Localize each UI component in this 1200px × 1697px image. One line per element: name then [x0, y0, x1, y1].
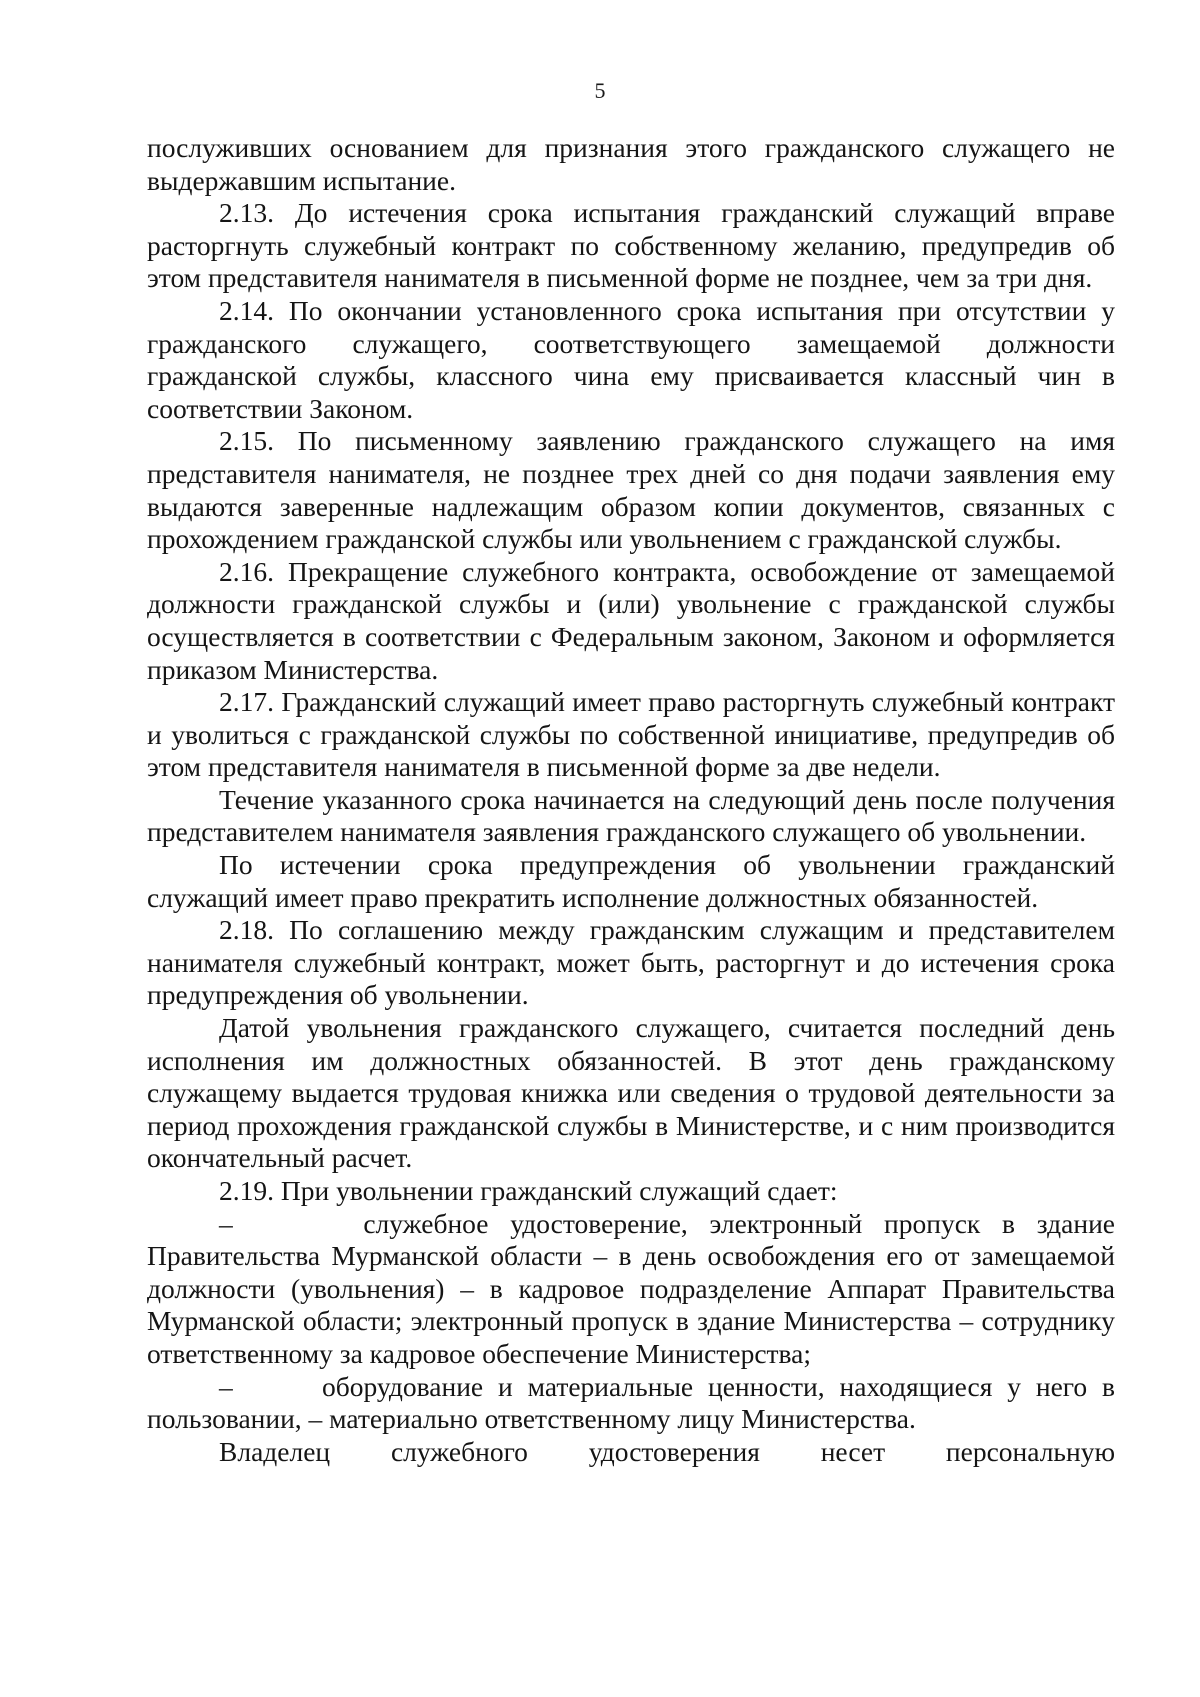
paragraph-2-19: 2.19. При увольнении гражданский служащий сдает: — [219, 1175, 838, 1206]
page-number: 5 — [594, 78, 606, 103]
paragraph-2-15: 2.15. По письменному заявлению гражданского служащего на имя представителя нанимателя, не позднее трех дней со дня подачи заявления ему выдаются заверенные надлежащим образом копии документов, связанных с прохождением гражданской службы или увольнением с гражданской службы. — [147, 425, 1115, 555]
paragraph-id-card-owner: Владелец служебного удостоверения несет персональную — [219, 1435, 1115, 1467]
paragraph-2-18: 2.18. По соглашению между гражданским служащим и представителем нанимателя служебный контракт, может быть, расторгнут и до истечения срока предупреждения об увольнении. — [147, 914, 1115, 1011]
paragraph-2-16: 2.16. Прекращение служебного контракта, освобождение от замещаемой должности гражданской службы и (или) увольнение с гражданской службы осуществляется в соответствии с Федеральным законом, Законом и оформляется приказом Министерства. — [147, 555, 1115, 685]
paragraph-2-14: 2.14. По окончании установленного срока испытания при отсутствии у гражданского служащего, соответствующего замещаемой должности гражданской службы, классного чина ему присваивается классный чин в соответствии Законом. — [147, 294, 1115, 424]
document-body — [147, 132, 1115, 1468]
list-item-id-card: – служебное удостоверение, электронный пропуск в здание Правительства Мурманской области – в день освобождения его от замещаемой должности (увольнения) – в кадровое подразделение Аппарат Правительства Мурманской области; электронный пропуск в здание Министерства – сотруднику ответственному за кадровое обеспечение Министерства; — [147, 1207, 1115, 1369]
paragraph-dismissal-date: Датой увольнения гражданского служащего, считается последний день исполнения им должностных обязанностей. В этот день гражданскому служащему выдается трудовая книжка или сведения о трудовой деятельности за период прохождения гражданской службы в Министерстве, и с ним производится окончательный расчет. — [147, 1012, 1115, 1174]
list-item-equipment: – оборудование и материальные ценности, находящиеся у него в пользовании, – материально ответственному лицу Министерства. — [147, 1370, 1115, 1435]
paragraph-2-17: 2.17. Гражданский служащий имеет право расторгнуть служебный контракт и уволиться с гражданской службы по собственной инициативе, предупредив об этом представителя нанимателя в письменной форме за две недели. — [147, 686, 1115, 783]
paragraph-2-13: 2.13. До истечения срока испытания гражданский служащий вправе расторгнуть служебный контракт по собственному желанию, предупредив об этом представителя нанимателя в письменной форме не позднее, чем за три дня. — [147, 197, 1115, 294]
paragraph-continuation: послуживших основанием для признания этого гражданского служащего не выдержавшим испытание. — [147, 132, 1115, 196]
paragraph-notice-period: Течение указанного срока начинается на следующий день после получения представителем нанимателя заявления гражданского служащего об увольнении. — [147, 783, 1115, 848]
paragraph-notice-expiry: По истечении срока предупреждения об увольнении гражданский служащий имеет право прекратить исполнение должностных обязанностей. — [147, 849, 1115, 913]
